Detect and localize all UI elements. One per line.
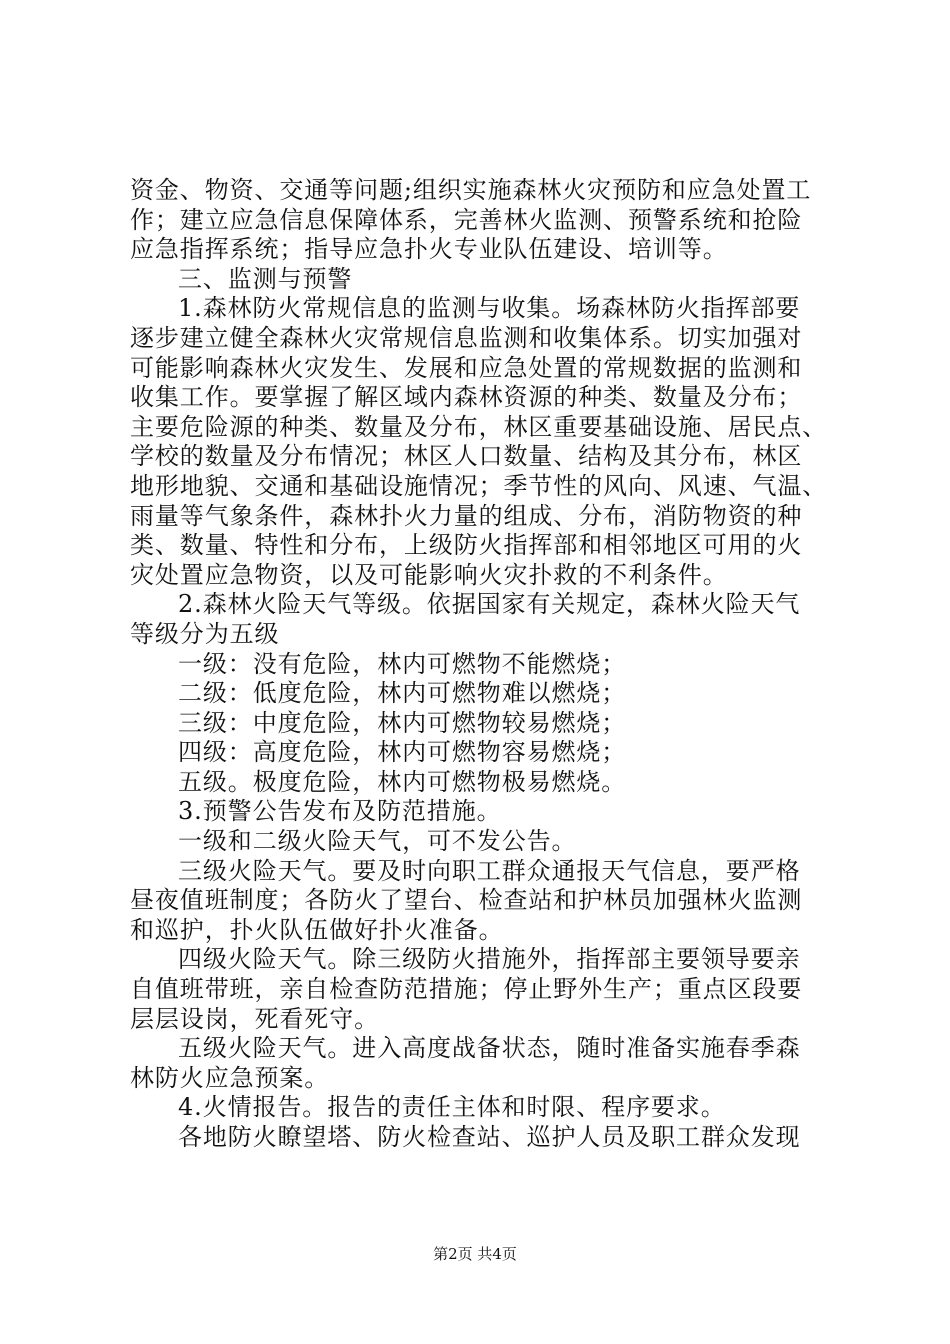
text-line: 作；建立应急信息保障体系，完善林火监测、预警系统和抢险 [130, 205, 803, 234]
page-footer: 第2页 共4页 [433, 1245, 517, 1263]
text-line: 四级：高度危险，林内可燃物容易燃烧； [178, 738, 627, 767]
text-line: 逐步建立健全森林火灾常规信息监测和收集体系。切实加强对 [130, 323, 803, 352]
text-line: 三、监测与预警 [178, 264, 353, 293]
text-line: 等级分为五级 [130, 619, 280, 648]
text-line: 层层设岗，死看死守。 [130, 1004, 379, 1033]
text-line: 3.预警公告发布及防范措施。 [178, 797, 502, 826]
text-line: 林防火应急预案。 [130, 1063, 330, 1092]
text-line: 昼夜值班制度；各防火了望台、检查站和护林员加强林火监测 [130, 886, 803, 915]
text-line: 自值班带班，亲自检查防范措施；停止野外生产；重点区段要 [130, 975, 803, 1004]
text-line: 2.森林火险天气等级。依据国家有关规定，森林火险天气 [178, 590, 801, 619]
text-line: 各地防火瞭望塔、防火检查站、巡护人员及职工群众发现 [178, 1123, 801, 1151]
text-line: 二级：低度危险，林内可燃物难以燃烧； [178, 679, 627, 708]
text-line: 收集工作。要掌握了解区域内森林资源的种类、数量及分布； [130, 383, 803, 412]
text-line: 一级：没有危险，林内可燃物不能燃烧； [178, 649, 627, 678]
text-line: 1.森林防火常规信息的监测与收集。场森林防火指挥部要 [178, 294, 801, 323]
text-line: 三级火险天气。要及时向职工群众通报天气信息，要严格 [178, 856, 801, 885]
text-line: 4.火情报告。报告的责任主体和时限、程序要求。 [178, 1093, 726, 1122]
text-line: 可能影响森林火灾发生、发展和应急处置的常规数据的监测和 [130, 353, 803, 382]
text-line: 雨量等气象条件，森林扑火力量的组成、分布，消防物资的种 [130, 501, 803, 530]
document-body [130, 176, 830, 1153]
text-line: 类、数量、特性和分布，上级防火指挥部和相邻地区可用的火 [130, 531, 803, 560]
text-line: 一级和二级火险天气，可不发公告。 [178, 827, 577, 856]
text-line: 和巡护，扑火队伍做好扑火准备。 [130, 915, 504, 944]
text-line: 四级火险天气。除三级防火措施外，指挥部主要领导要亲 [178, 945, 801, 974]
text-line: 三级：中度危险，林内可燃物较易燃烧； [178, 708, 627, 737]
text-line: 主要危险源的种类、数量及分布，林区重要基础设施、居民点、 [130, 412, 828, 441]
text-line: 地形地貌、交通和基础设施情况；季节性的风向、风速、气温、 [130, 471, 828, 500]
text-line: 学校的数量及分布情况；林区人口数量、结构及其分布，林区 [130, 442, 803, 471]
text-line: 五级。极度危险，林内可燃物极易燃烧。 [178, 767, 627, 796]
text-line: 五级火险天气。进入高度战备状态，随时准备实施春季森 [178, 1034, 801, 1063]
text-line: 灾处置应急物资，以及可能影响火灾扑救的不利条件。 [130, 560, 728, 589]
text-line: 资金、物资、交通等问题;组织实施森林火灾预防和应急处置工 [130, 176, 812, 204]
text-line: 应急指挥系统；指导应急扑火专业队伍建设、培训等。 [130, 235, 728, 264]
